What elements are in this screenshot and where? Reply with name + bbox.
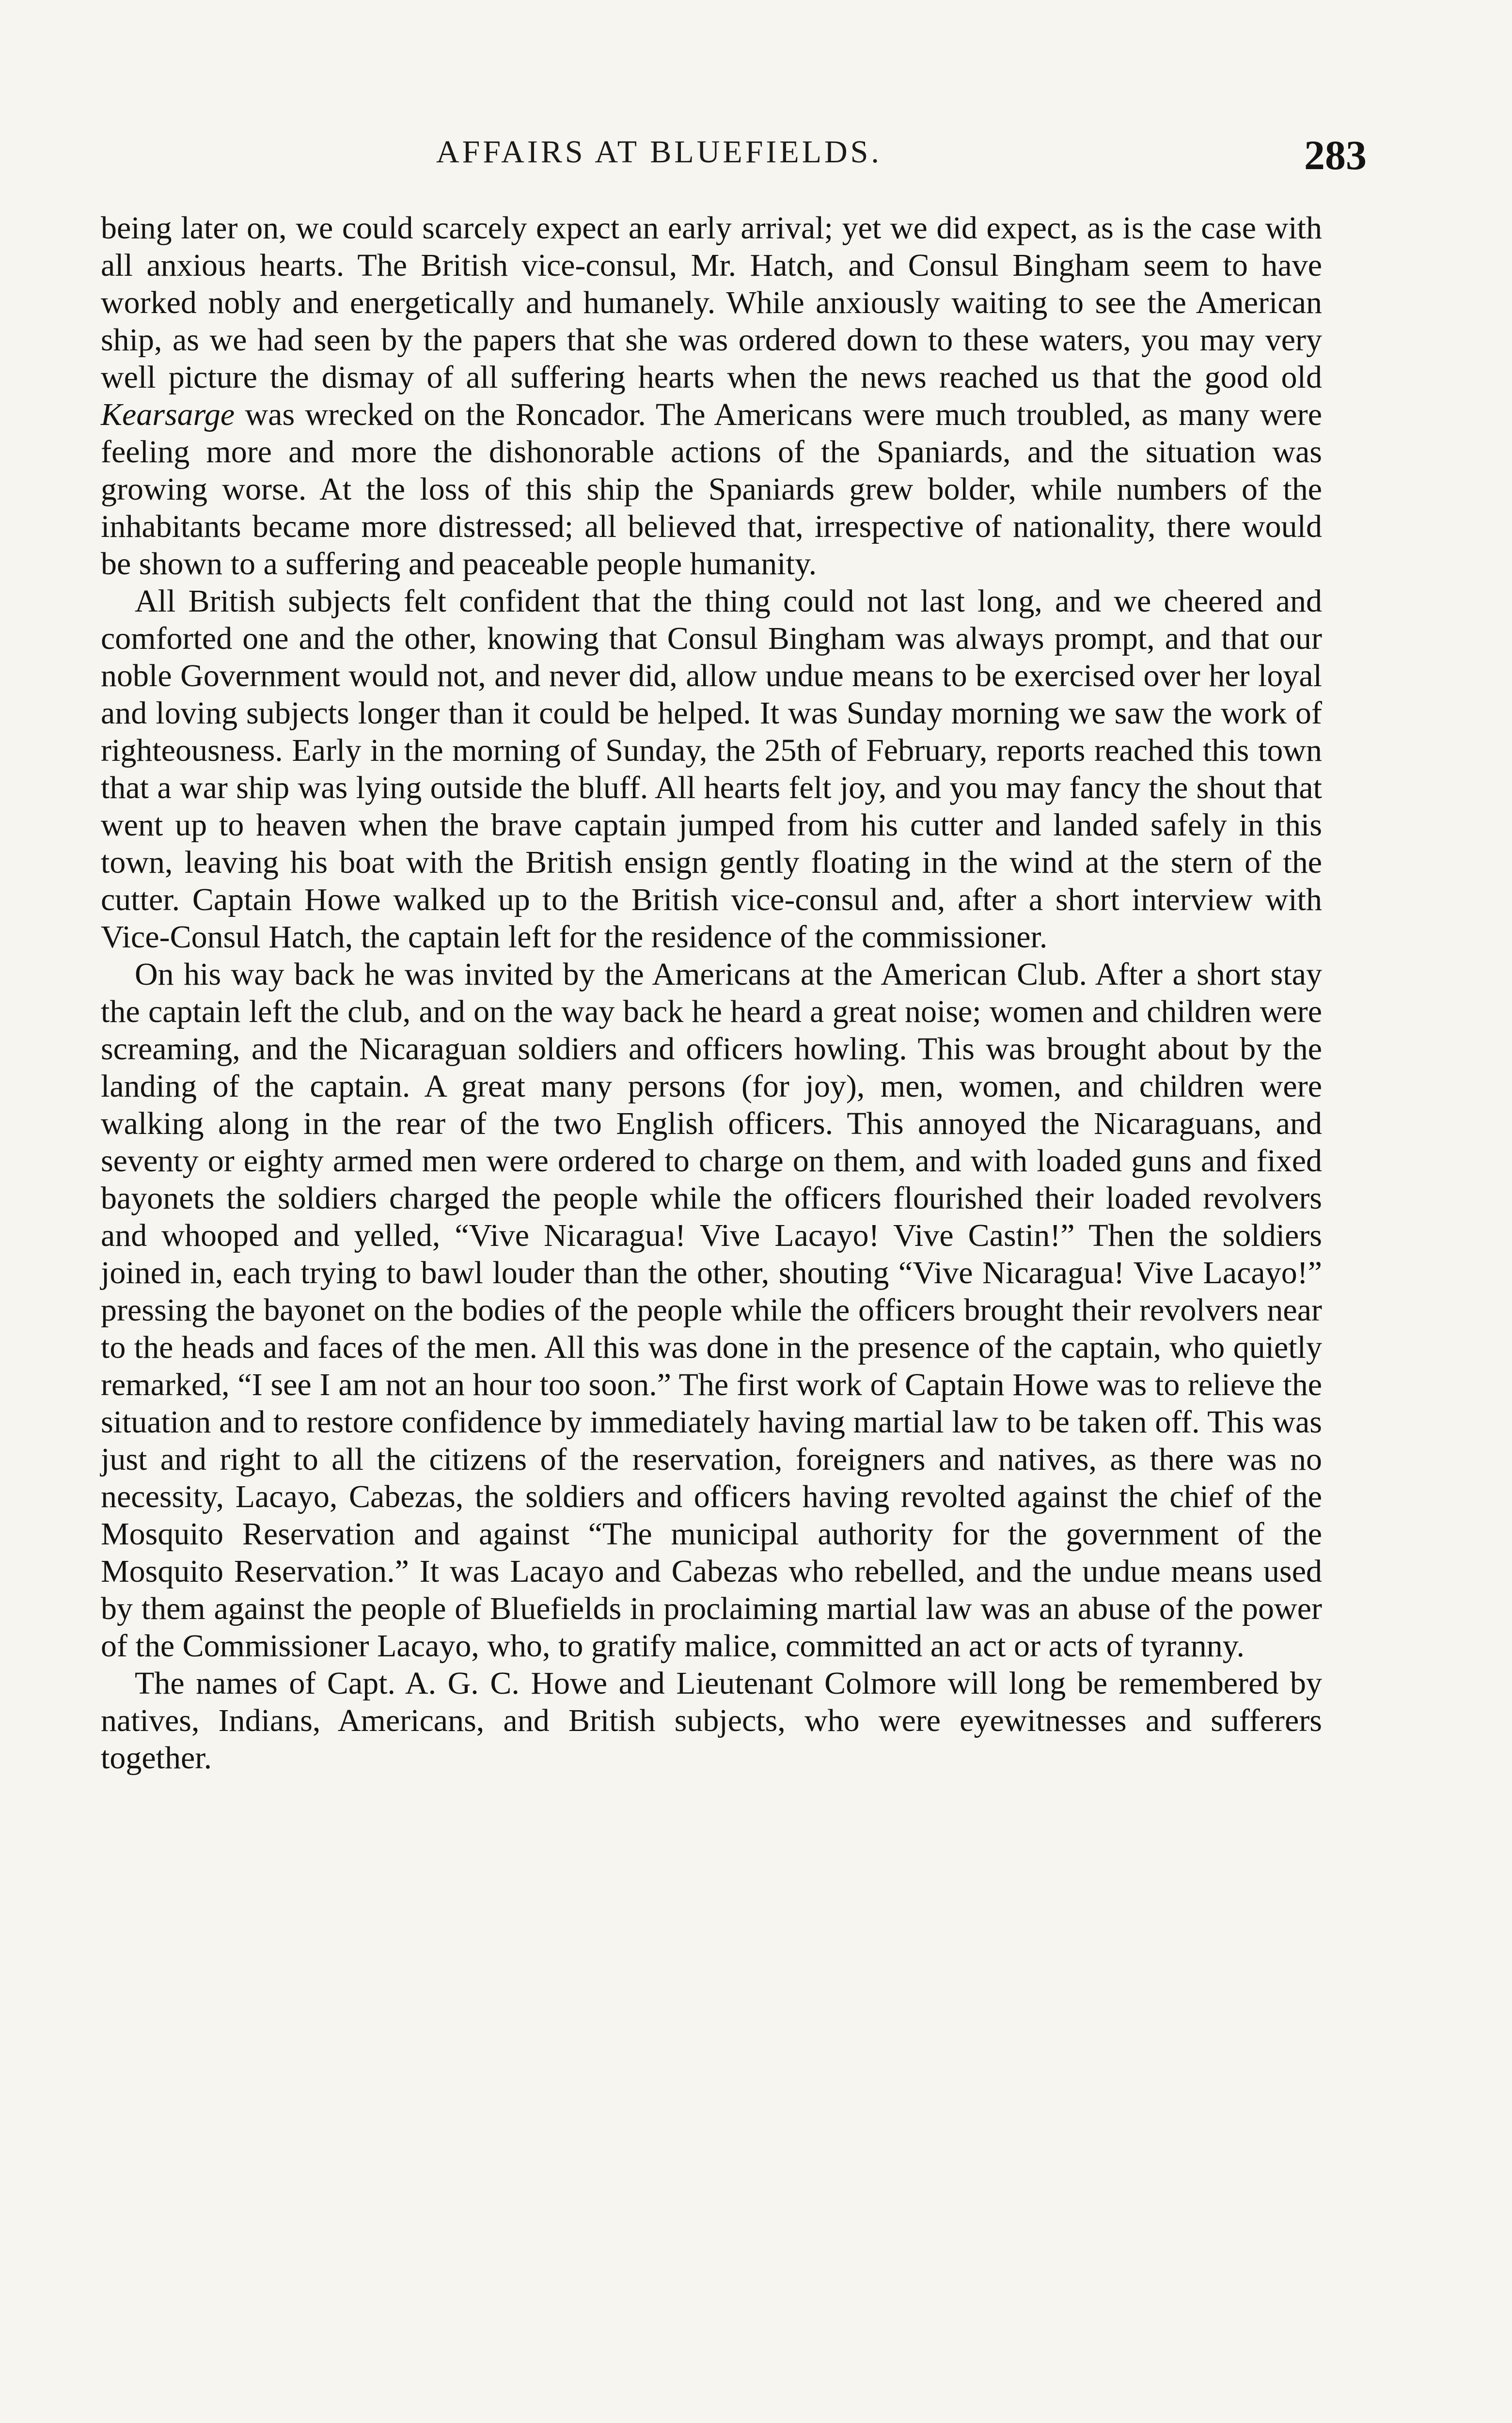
body-text: [101, 209, 1322, 1777]
paragraph-1-text-b: was wrecked on the Roncador. The Americans were much troubled, as many were feeling more and more the dishonorable actions of the Spaniards, and the situation was growing worse. At the loss of this ship the Spaniards grew bolder, while numbers of the inhabitants became more distressed; all believed that, irrespective of nationality, there would be shown to a suffering and peaceable people humanity.: [101, 397, 1322, 582]
ship-name: Kearsarge: [101, 397, 235, 432]
paragraph-2: All British subjects felt confident that the thing could not last long, and we cheered and comforted one and the other, knowing that Consul Bingham was always prompt, and that our noble Government would not, and never did, allow undue means to be exercised over her loyal and loving subjects longer than it could be helped. It was Sunday morning we saw the work of righteousness. Early in the morning of Sunday, the 25th of February, reports reached this town that a war ship was lying outside the bluff. All hearts felt joy, and you may fancy the shout that went up to heaven when the brave captain jumped from his cutter and landed safely in this town, leaving his boat with the British ensign gently floating in the wind at the stern of the cutter. Captain Howe walked up to the British vice-consul and, after a short interview with Vice-Consul Hatch, the captain left for the residence of the commissioner.: [101, 583, 1322, 955]
paragraph-1: [101, 209, 1322, 582]
running-head: AFFAIRS AT BLUEFIELDS.: [436, 134, 882, 170]
paragraph-3: On his way back he was invited by the Americans at the American Club. After a short stay the captain left the club, and on the way back he heard a great noise; women and children were screaming, and the Nicaraguan soldiers and officers howling. This was brought about by the landing of the captain. A great many persons (for joy), men, women, and children were walking along in the rear of the two English officers. This annoyed the Nicaraguans, and seventy or eighty armed men were ordered to charge on them, and with loaded guns and fixed bayonets the soldiers charged the people while the officers flourished their loaded revolvers and whooped and yelled, “Vive Nicaragua! Vive Lacayo! Vive Castin!” Then the soldiers joined in, each trying to bawl louder than the other, shouting “Vive Nicaragua! Vive Lacayo!” pressing the bayonet on the bodies of the people while the officers brought their revolvers near to the heads and faces of the men. All this was done in the presence of the captain, who quietly remarked, “I see I am not an hour too soon.” The first work of Captain Howe was to relieve the situation and to restore confidence by immediately having martial law to be taken off. This was just and right to all the citizens of the reservation, foreigners and natives, as there was no necessity, Lacayo, Cabezas, the soldiers and officers having revolted against the chief of the Mosquito Reservation and against “The municipal authority for the government of the Mosquito Reservation.” It was Lacayo and Cabezas who rebelled, and the undue means used by them against the people of Bluefields in proclaiming martial law was an abuse of the power of the Commissioner Lacayo, who, to gratify malice, committed an act or acts of tyranny.: [101, 957, 1322, 1664]
paragraph-1-text-a: being later on, we could scarcely expect an early arrival; yet we did expect, as is the case with all anxious hearts. The British vice-consul, Mr. Hatch, and Consul Bingham seem to have worked nobly and energetically and humanely. While anxiously waiting to see the American ship, as we had seen by the papers that she was ordered down to these waters, you may very well picture the dismay of all suffering hearts when the news reached us that the good old: [101, 210, 1322, 395]
page-number: 283: [1304, 132, 1367, 178]
paragraph-4: The names of Capt. A. G. C. Howe and Lieutenant Colmore will long be remembered by natives, Indians, Americans, and British subjects, who were eyewitnesses and sufferers together.: [101, 1666, 1322, 1776]
page-header: [436, 131, 1367, 184]
